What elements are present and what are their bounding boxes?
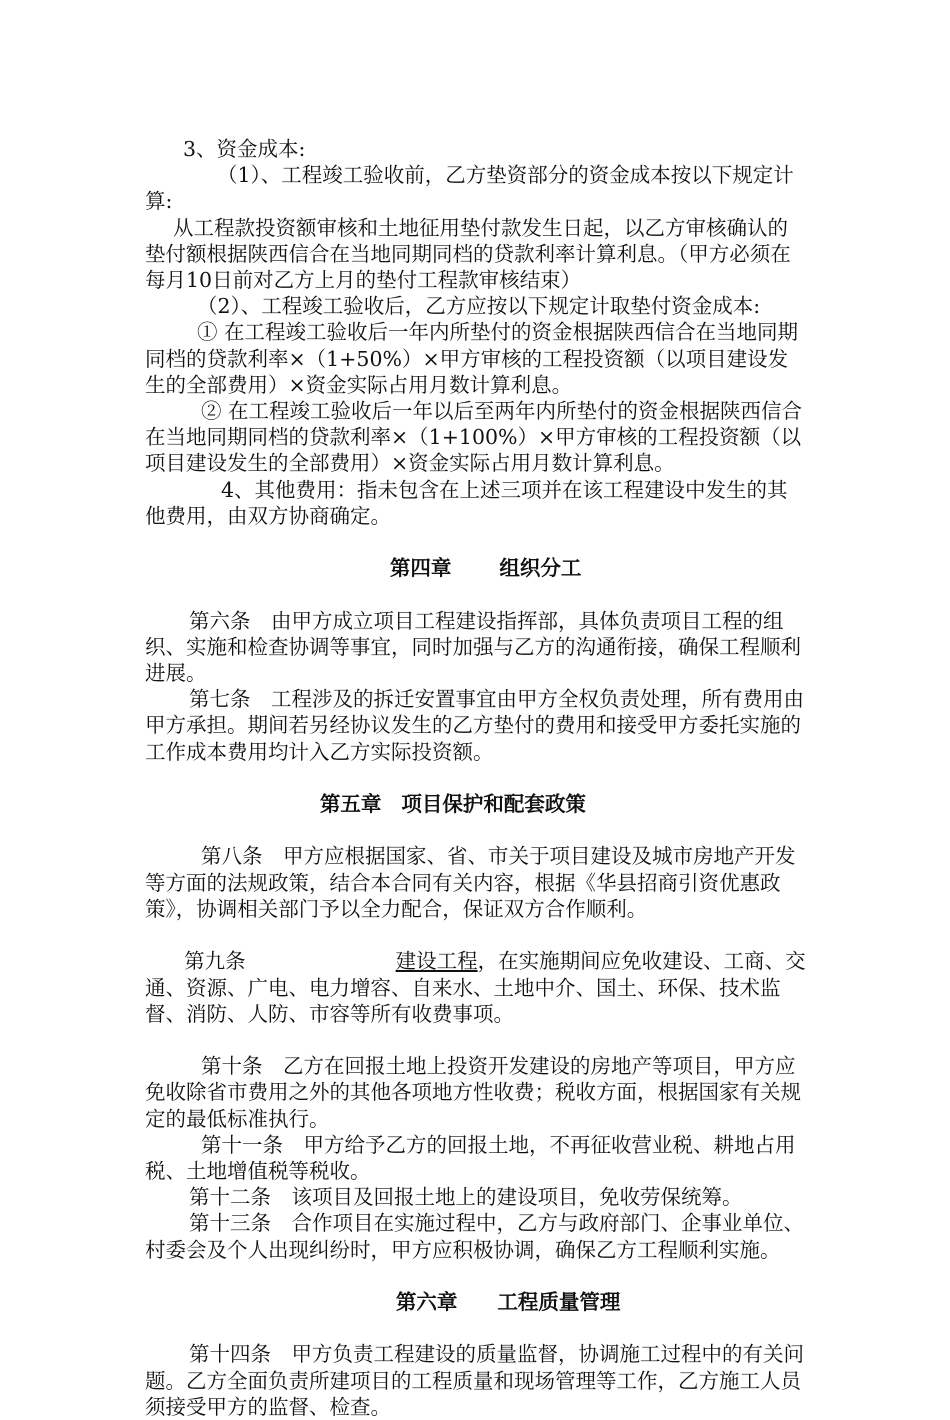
article-7: 第七条 工程涉及的拆迁安置事宜由甲方全权负责处理，所有费用由甲方承担。期间若另经协议发生的乙方垫付的费用和接受甲方委托实施的工作成本费用均计入乙方实际投资额。 bbox=[145, 687, 804, 764]
paragraph-1-label: （1）、工程竣工验收前，乙方垫资部分的资金成本按以下规定计算: bbox=[145, 163, 794, 214]
chapter-6-title: 工程质量管理 bbox=[497, 1289, 621, 1314]
chapter-4-title: 组织分工 bbox=[499, 556, 582, 581]
chapter-5-number: 第五章 bbox=[319, 792, 382, 817]
chapter-6-heading bbox=[145, 1263, 807, 1342]
document-body bbox=[145, 136, 807, 1420]
section4-other-fees: 4、其他费用：指未包含在上述三项并在该工程建设中发生的其他费用，由双方协商确定。 bbox=[145, 477, 788, 528]
article-11: 第十一条 甲方给予乙方的回报土地，不再征收营业税、耕地占用税、土地增值税等税收。 bbox=[145, 1132, 796, 1183]
paragraph-2-label: （2）、工程竣工验收后，乙方应按以下规定计取垫付资金成本: bbox=[197, 294, 761, 319]
paragraph-2-item-2: ② 在工程竣工验收后一年以后至两年内所垫付的资金根据陕西信合在当地同期同档的贷款利率×（1+100%）×甲方审核的工程投资额（以项目建设发生的全部费用）×资金实际占用月数计算利息。 bbox=[145, 399, 803, 476]
article-14: 第十四条 甲方负责工程建设的质量监督，协调施工过程中的有关问题。乙方全面负责所建项目的工程质量和现场管理等工作，乙方施工人员须接受甲方的监督、检查。 bbox=[145, 1342, 804, 1419]
chapter-4-heading bbox=[145, 529, 807, 608]
chapter-6-number: 第六章 bbox=[395, 1289, 458, 1314]
paragraph-1-body: 从工程款投资额审核和土地征用垫付款发生日起，以乙方审核确认的垫付额根据陕西信合在当地同期同档的贷款利率计算利息。（甲方必须在每月10日前对乙方上月的垫付工程款审核结束） bbox=[145, 215, 791, 293]
article-9 bbox=[145, 922, 807, 1053]
article-12: 第十二条 该项目及回报土地上的建设项目，免收劳保统筹。 bbox=[189, 1185, 743, 1210]
section3-title: 3、资金成本: bbox=[183, 137, 306, 161]
article-9-prefix: 第九条 bbox=[184, 949, 246, 974]
article-9-underlined-term: 建设工程 bbox=[395, 949, 478, 974]
paragraph-2-item-1: ① 在工程竣工验收后一年内所垫付的资金根据陕西信合在当地同期同档的贷款利率×（1+50%）×甲方审核的工程投资额（以项目建设发生的全部费用）×资金实际占用月数计算利息。 bbox=[145, 320, 799, 397]
article-8: 第八条 甲方应根据国家、省、市关于项目建设及城市房地产开发等方面的法规政策，结合本合同有关内容，根据《华县招商引资优惠政策》，协调相关部门予以全力配合，保证双方合作顺利。 bbox=[145, 844, 796, 921]
article-6: 第六条 由甲方成立项目工程建设指挥部，具体负责项目工程的组织、实施和检查协调等事宜，同时加强与乙方的沟通衔接，确保工程顺利进展。 bbox=[145, 608, 801, 686]
chapter-4-number: 第四章 bbox=[389, 556, 452, 581]
article-13: 第十三条 合作项目在实施过程中，乙方与政府部门、企事业单位、村委会及个人出现纠纷时，甲方应积极协调，确保乙方工程顺利实施。 bbox=[145, 1211, 804, 1262]
chapter-5-title: 项目保护和配套政策 bbox=[401, 792, 586, 817]
chapter-5-heading bbox=[145, 765, 807, 844]
article-10: 第十条 乙方在回报土地上投资开发建设的房地产等项目，甲方应免收除省市费用之外的其他各项地方性收费；税收方面，根据国家有关规定的最低标准执行。 bbox=[145, 1054, 801, 1131]
article-9-rest: ，在实施期间应免收建设、工商、交通、资源、广电、电力增容、自来水、土地中介、国土、环保、技术监督、消防、人防、市容等所有收费事项。 bbox=[145, 949, 806, 1026]
